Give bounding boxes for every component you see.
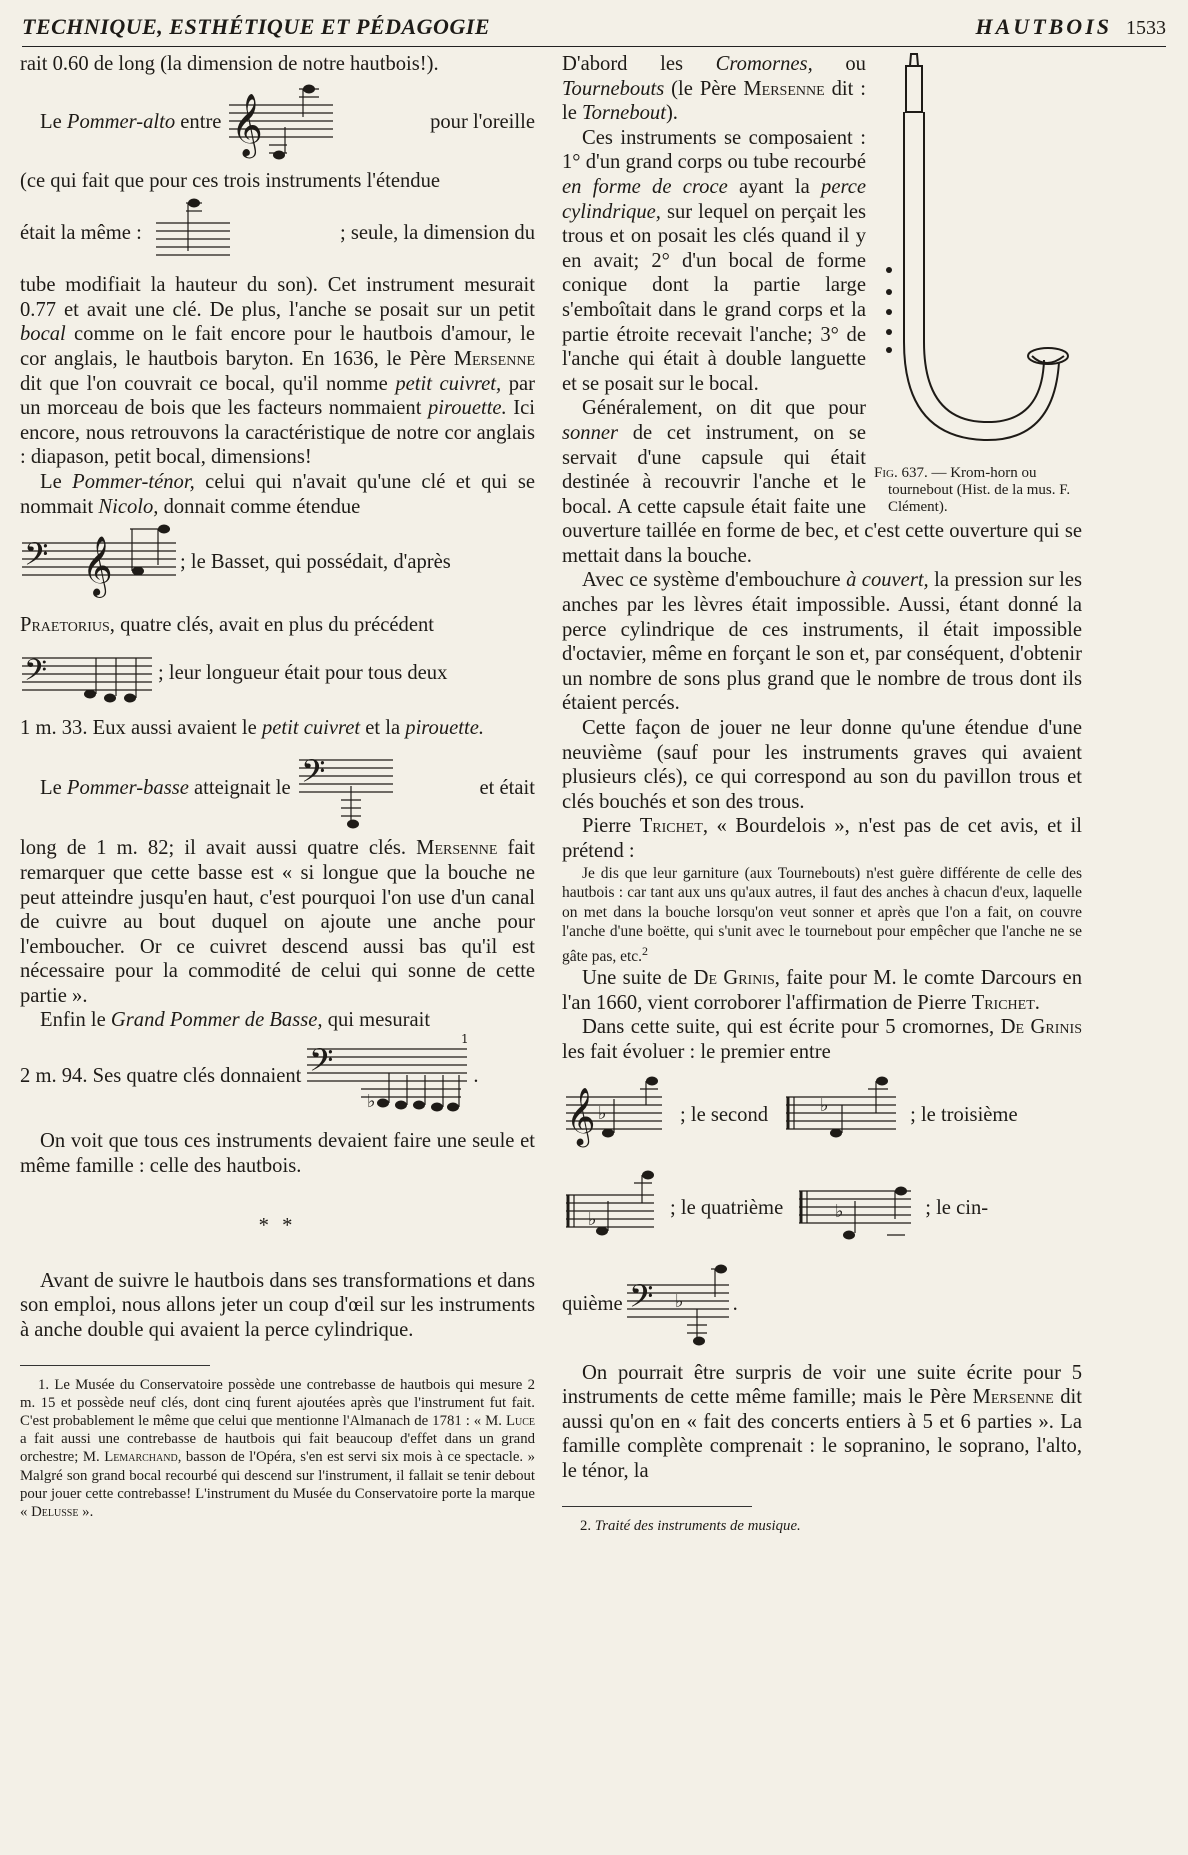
paragraph: Pierre Trichet, « Bourdelois », n'est pas de cet avis, et il prétend : — [562, 815, 1082, 862]
krom-horn-illustration — [874, 52, 1082, 452]
svg-text:𝄞: 𝄞 — [82, 536, 113, 597]
music-staff-bass-treble — [20, 519, 180, 605]
music-staff-quatrieme — [795, 1161, 915, 1257]
music-line-cromorne-1-2: 𝄞 ♭ ; le second ♭ ; le troisième — [562, 1071, 1082, 1161]
figure-637 — [874, 52, 1082, 516]
paragraph: (ce qui fait que pour ces trois instruments l'étendue — [20, 169, 441, 192]
paragraph: Cette façon de jouer ne leur donne qu'une étendue d'une neuvième (sauf pour les instruments graves qui avaient plusieurs clés), ce qui correspond au son du pavillon trous et clés bouchés et son des trous. — [562, 717, 1082, 813]
music-staff-bass-low — [291, 740, 399, 836]
page-number: 1533 — [1126, 17, 1166, 39]
paragraph: Praetorius, quatre clés, avait en plus du précédent — [20, 614, 434, 637]
music-staff-treble-range — [221, 77, 341, 169]
svg-text:♭: ♭ — [367, 1091, 376, 1113]
block-quote: Je dis que leur garniture (aux Tournebouts) n'est guère différente de celle des hautbois : car tant aux uns qu'aux autres, il faut des anches à chacun d'eux, laquelle on met dans la bouche lorsqu'on veut sonner et après que l'on a fait, on couvre l'anche d'une boëtte, qui s'unit avec le tournebout pour empêcher que l'anche ne se gâte pas, etc.$^2$ — [562, 864, 1082, 965]
music-staff-troisieme — [562, 1161, 658, 1257]
paragraph: On voit que tous ces instruments devaient faire une seule et même famille : celle des hautbois. — [20, 1130, 535, 1177]
footnote-rule — [20, 1365, 210, 1366]
paragraph: On pourrait être surpris de voir une suite écrite pour 5 instruments de cette même famille; mais le Père Mersenne dit aussi qu'on en « fait des concerts entiers à 5 et 6 parties ». La famille complète comprenait : le sopranino, le soprano, l'alto, le ténor, la — [562, 1361, 1082, 1482]
svg-text:♭: ♭ — [835, 1200, 844, 1222]
footnote-2: 2. Traité des instruments de musique. — [580, 1517, 801, 1534]
svg-text:𝄢: 𝄢 — [628, 1277, 654, 1322]
paragraph: long de 1 m. 82; il avait aussi quatre clés. Mersenne fait remarquer que cette basse est « si longue que la bouche ne peut atteindre jusqu'en haut, c'est pourquoi l'on use d'un canal de cuivre au bout duquel on ajoute une anche pour l'emboucher. Or ce cuivret descend aussi bas qu'il est nécessaire pour la commodité de celui qui sonne de cette partie ». — [20, 837, 535, 1007]
svg-text:♭: ♭ — [588, 1208, 597, 1230]
music-line-pommer-basse: Le Pommer-basse atteignait le 𝄢 et était — [20, 740, 535, 836]
right-column — [562, 52, 1082, 1535]
music-line-cromorne-3-4: ♭ ; le quatrième ♭ ; le cin- — [562, 1161, 1082, 1257]
paragraph: Enfin le Grand Pommer de Basse, qui mesurait — [40, 1009, 431, 1032]
music-staff-bass-lowest — [301, 1033, 473, 1119]
music-staff-bass-range — [20, 638, 158, 710]
music-staff-small — [142, 193, 234, 273]
music-line-grand-pommer: 2 m. 94. Ses quatre clés donnaient 𝄢 ♭ 1 . — [20, 1033, 535, 1119]
paragraph: Ces instruments se composaient : 1° d'un grand corps ou tube recourbé en forme de croce ayant la perce cylindrique, sur lequel on perçait les trous et on posait les clés quand il y en avait; 2° d'un bocal de forme conique dont la partie large s'emboîtait dans le grand corps et la partie étroite recevait l'anche; 3° de l'anche qui était à double languette et se posait sur le bocal. — [562, 126, 866, 395]
svg-text:𝄞: 𝄞 — [566, 1086, 596, 1145]
running-title-hautbois: HAUTBOIS — [975, 14, 1112, 39]
music-line-pommer-alto: Le Pommer-alto entre 𝄞 pour l'oreille — [20, 77, 535, 169]
svg-text:♭: ♭ — [674, 1290, 684, 1312]
running-title-left: TECHNIQUE, ESTHÉTIQUE ET PÉDAGOGIE — [22, 14, 491, 39]
music-staff-premier — [562, 1071, 666, 1161]
paragraph: tube modifiait la hauteur du son). Cet instrument mesurait 0.77 et avait une clé. De plus, l'anche se posait sur un petit bocal comme on le fait encore pour le hautbois d'amour, le cor anglais, le hautbois baryton. En 1636, le Père Mersenne dit que l'on couvrait ce bocal, qu'il nomme petit cuivret, par un morceau de bois que les facteurs nommaient pirouette. Ici encore, nous retrouvons la caractéristique de notre cor anglais : diapason, petit bocal, dimensions! — [20, 274, 535, 469]
section-separator: * * — [258, 1215, 297, 1238]
music-staff-second — [782, 1071, 900, 1161]
paragraph: rait 0.60 de long (la dimension de notre hautbois!). — [20, 53, 439, 75]
svg-text:1: 1 — [461, 1033, 470, 1047]
footnote-1: 1. Le Musée du Conservatoire possède une contrebasse de hautbois qui mesure 2 m. 15 et possède neuf clés, dont cinq furent ajoutées après que l'instrument fut fait. C'est probablement le même que celui que mentionne l'Almanach de 1781 : « M. Luce a fait aussi une contrebasse de hautbois qui fait beaucoup d'effet dans un grand orchestre; M. Lemarchand, basson de l'Opéra, s'en est servi six mois à ce spectacle. » Malgré son grand bocal recourbé qui descend sur l'instrument, il fallait se tenir debout pour jouer cette contrebasse! L'instrument du Musée du Conservatoire porte la marque « Delusse ». — [20, 1376, 535, 1521]
footnote-rule — [562, 1506, 752, 1507]
svg-text:♭: ♭ — [820, 1094, 829, 1116]
paragraph: Avant de suivre le hautbois dans ses transformations et dans son emploi, nous allons jeter un coup d'œil sur les instruments à anche double qui avaient la perce cylindrique. — [20, 1269, 535, 1342]
music-line-basset: 𝄢 𝄞 ; le Basset, qui possédait, d'après — [20, 519, 535, 605]
svg-text:𝄢: 𝄢 — [300, 753, 326, 798]
svg-text:𝄢: 𝄢 — [24, 653, 48, 695]
paragraph: 1 m. 33. Eux aussi avaient le petit cuivret et la pirouette. — [20, 716, 485, 739]
svg-text:𝄢: 𝄢 — [24, 536, 49, 581]
svg-text:♭: ♭ — [598, 1102, 607, 1124]
figure-caption: Fig. 637. — Krom-horn ou tournebout (Hist. de la mus. F. Clément). — [874, 464, 1071, 515]
music-line-cromorne-5: quième 𝄢 ♭ . — [562, 1257, 1082, 1353]
svg-text:𝄢: 𝄢 — [309, 1042, 334, 1087]
svg-text:𝄞: 𝄞 — [231, 92, 264, 156]
running-title-right — [976, 14, 1166, 40]
left-column — [20, 52, 535, 1521]
music-line-longueur: 𝄢 ; leur longueur était pour tous deux — [20, 638, 535, 710]
music-line-etendue: était la même : ; seule, la dimension du — [20, 193, 535, 273]
music-staff-cinquieme — [623, 1257, 733, 1353]
paragraph: Dans cette suite, qui est écrite pour 5 cromornes, De Grinis les fait évoluer : le premier entre — [562, 1016, 1082, 1064]
paragraph: Le Pommer-ténor, celui qui n'avait qu'une clé et qui se nommait Nicolo, donnait comme étendue — [20, 470, 535, 518]
paragraph: Une suite de De Grinis, faite pour M. le comte Darcours en l'an 1660, vient corroborer l'affirmation de Pierre Trichet. — [562, 967, 1082, 1014]
paragraph: D'abord les Cromornes, ou Tournebouts (le Père Mersenne dit : le Tornebout). — [562, 53, 866, 125]
paragraph: Avec ce système d'embouchure à couvert, la pression sur les anches par les lèvres était impossible. Aussi, étant donné la perce cylindrique de ces instruments, il était impossible d'octavier, même en forçant le son et, par conséquent, d'obtenir un nombre de sons plus grand que le nombre de trous dont ils étaient percés. — [562, 569, 1082, 715]
paragraph: Généralement, on dit que pour sonner de cet instrument, on se servait d'une capsule qui était destinée à recouvrir l'anche et le bocal. A cette capsule était faite une ouverture taillée en forme de bec, et c'est cette ouverture qui se mettait dans la bouche. — [562, 397, 1082, 567]
header-rule — [22, 46, 1166, 47]
